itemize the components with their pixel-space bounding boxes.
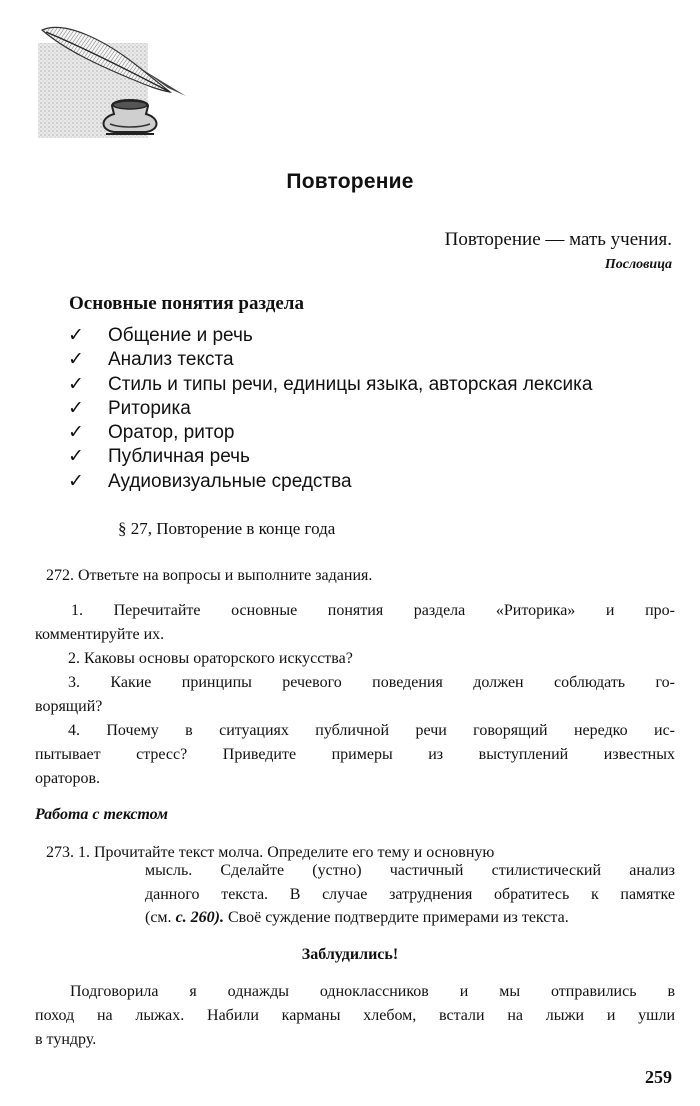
section-title: Повторение xyxy=(286,170,414,193)
epigraph: Повторение — мать учения. xyxy=(444,229,672,250)
check-icon: ✓ xyxy=(68,421,84,444)
question-1-line-1: 1. Перечитайте основные понятия раздела «Риторика» и про- xyxy=(71,602,675,619)
question-2: 2. Каковы основы ораторского искусства? xyxy=(68,650,353,667)
question-4-line-1: 4. Почему в ситуациях публичной речи говорящий нередко ис- xyxy=(68,722,675,739)
story-line-2: поход на лыжах. Набили карманы хлебом, встали на лыжи и ушли xyxy=(35,1007,675,1024)
concept-item: ✓ Общение и речь xyxy=(68,324,253,346)
task-273-line-4: (см. с. 260). Своё суждение подтвердите примерами из текста. xyxy=(145,909,569,926)
work-with-text-heading: Работа с текстом xyxy=(35,806,169,823)
check-icon: ✓ xyxy=(68,324,84,346)
concepts-list xyxy=(68,323,592,493)
check-icon: ✓ xyxy=(68,348,84,371)
concepts-heading: Основные понятия раздела xyxy=(69,293,304,314)
story-title: Заблудились! xyxy=(301,946,399,963)
check-icon: ✓ xyxy=(68,469,84,492)
paragraph-reference: § 27, Повторение в конце года xyxy=(118,519,336,538)
check-icon: ✓ xyxy=(68,445,84,468)
concept-item: ✓ Оратор, ритор xyxy=(68,421,235,444)
task-273-line-2: мысль. Сделайте (устно) частичный стилистический анализ xyxy=(145,862,675,879)
quill-inkwell-illustration xyxy=(20,18,195,143)
concept-item: ✓ Стиль и типы речи, единицы языка, авторская лексика xyxy=(68,372,593,395)
story-line-3: в тундру. xyxy=(35,1031,97,1048)
concept-item: ✓ Аудиовизуальные средства xyxy=(68,469,352,492)
epigraph-source: Пословица xyxy=(604,257,672,272)
memo-page-reference: с. 260). xyxy=(175,909,224,926)
question-3-line-2: ворящий? xyxy=(35,698,103,715)
question-4-line-3: ораторов. xyxy=(35,770,101,787)
question-3-line-1: 3. Какие принципы речевого поведения должен соблюдать го- xyxy=(68,674,675,691)
question-1-line-2: комментируйте их. xyxy=(35,626,165,643)
task-273-line-3: данного текста. В случае затруднения обратитесь к памятке xyxy=(145,886,675,903)
task-273-line-1: 273. 1. Прочитайте текст молча. Определите его тему и основную xyxy=(46,844,495,861)
check-icon: ✓ xyxy=(68,396,84,419)
concept-item: ✓ Публичная речь xyxy=(68,445,250,468)
quill-icon xyxy=(20,18,195,143)
question-4-line-2: пытывает стресс? Приведите примеры из выступлений известных xyxy=(35,746,675,763)
page-number: 259 xyxy=(645,1067,672,1087)
story-line-1: Подговорила я однажды одноклассников и мы отправились в xyxy=(70,983,675,1000)
check-icon: ✓ xyxy=(68,372,84,395)
task-272-heading: 272. Ответьте на вопросы и выполните задания. xyxy=(46,567,373,584)
concept-item: ✓ Анализ текста xyxy=(68,348,234,371)
concept-item: ✓ Риторика xyxy=(68,396,191,419)
